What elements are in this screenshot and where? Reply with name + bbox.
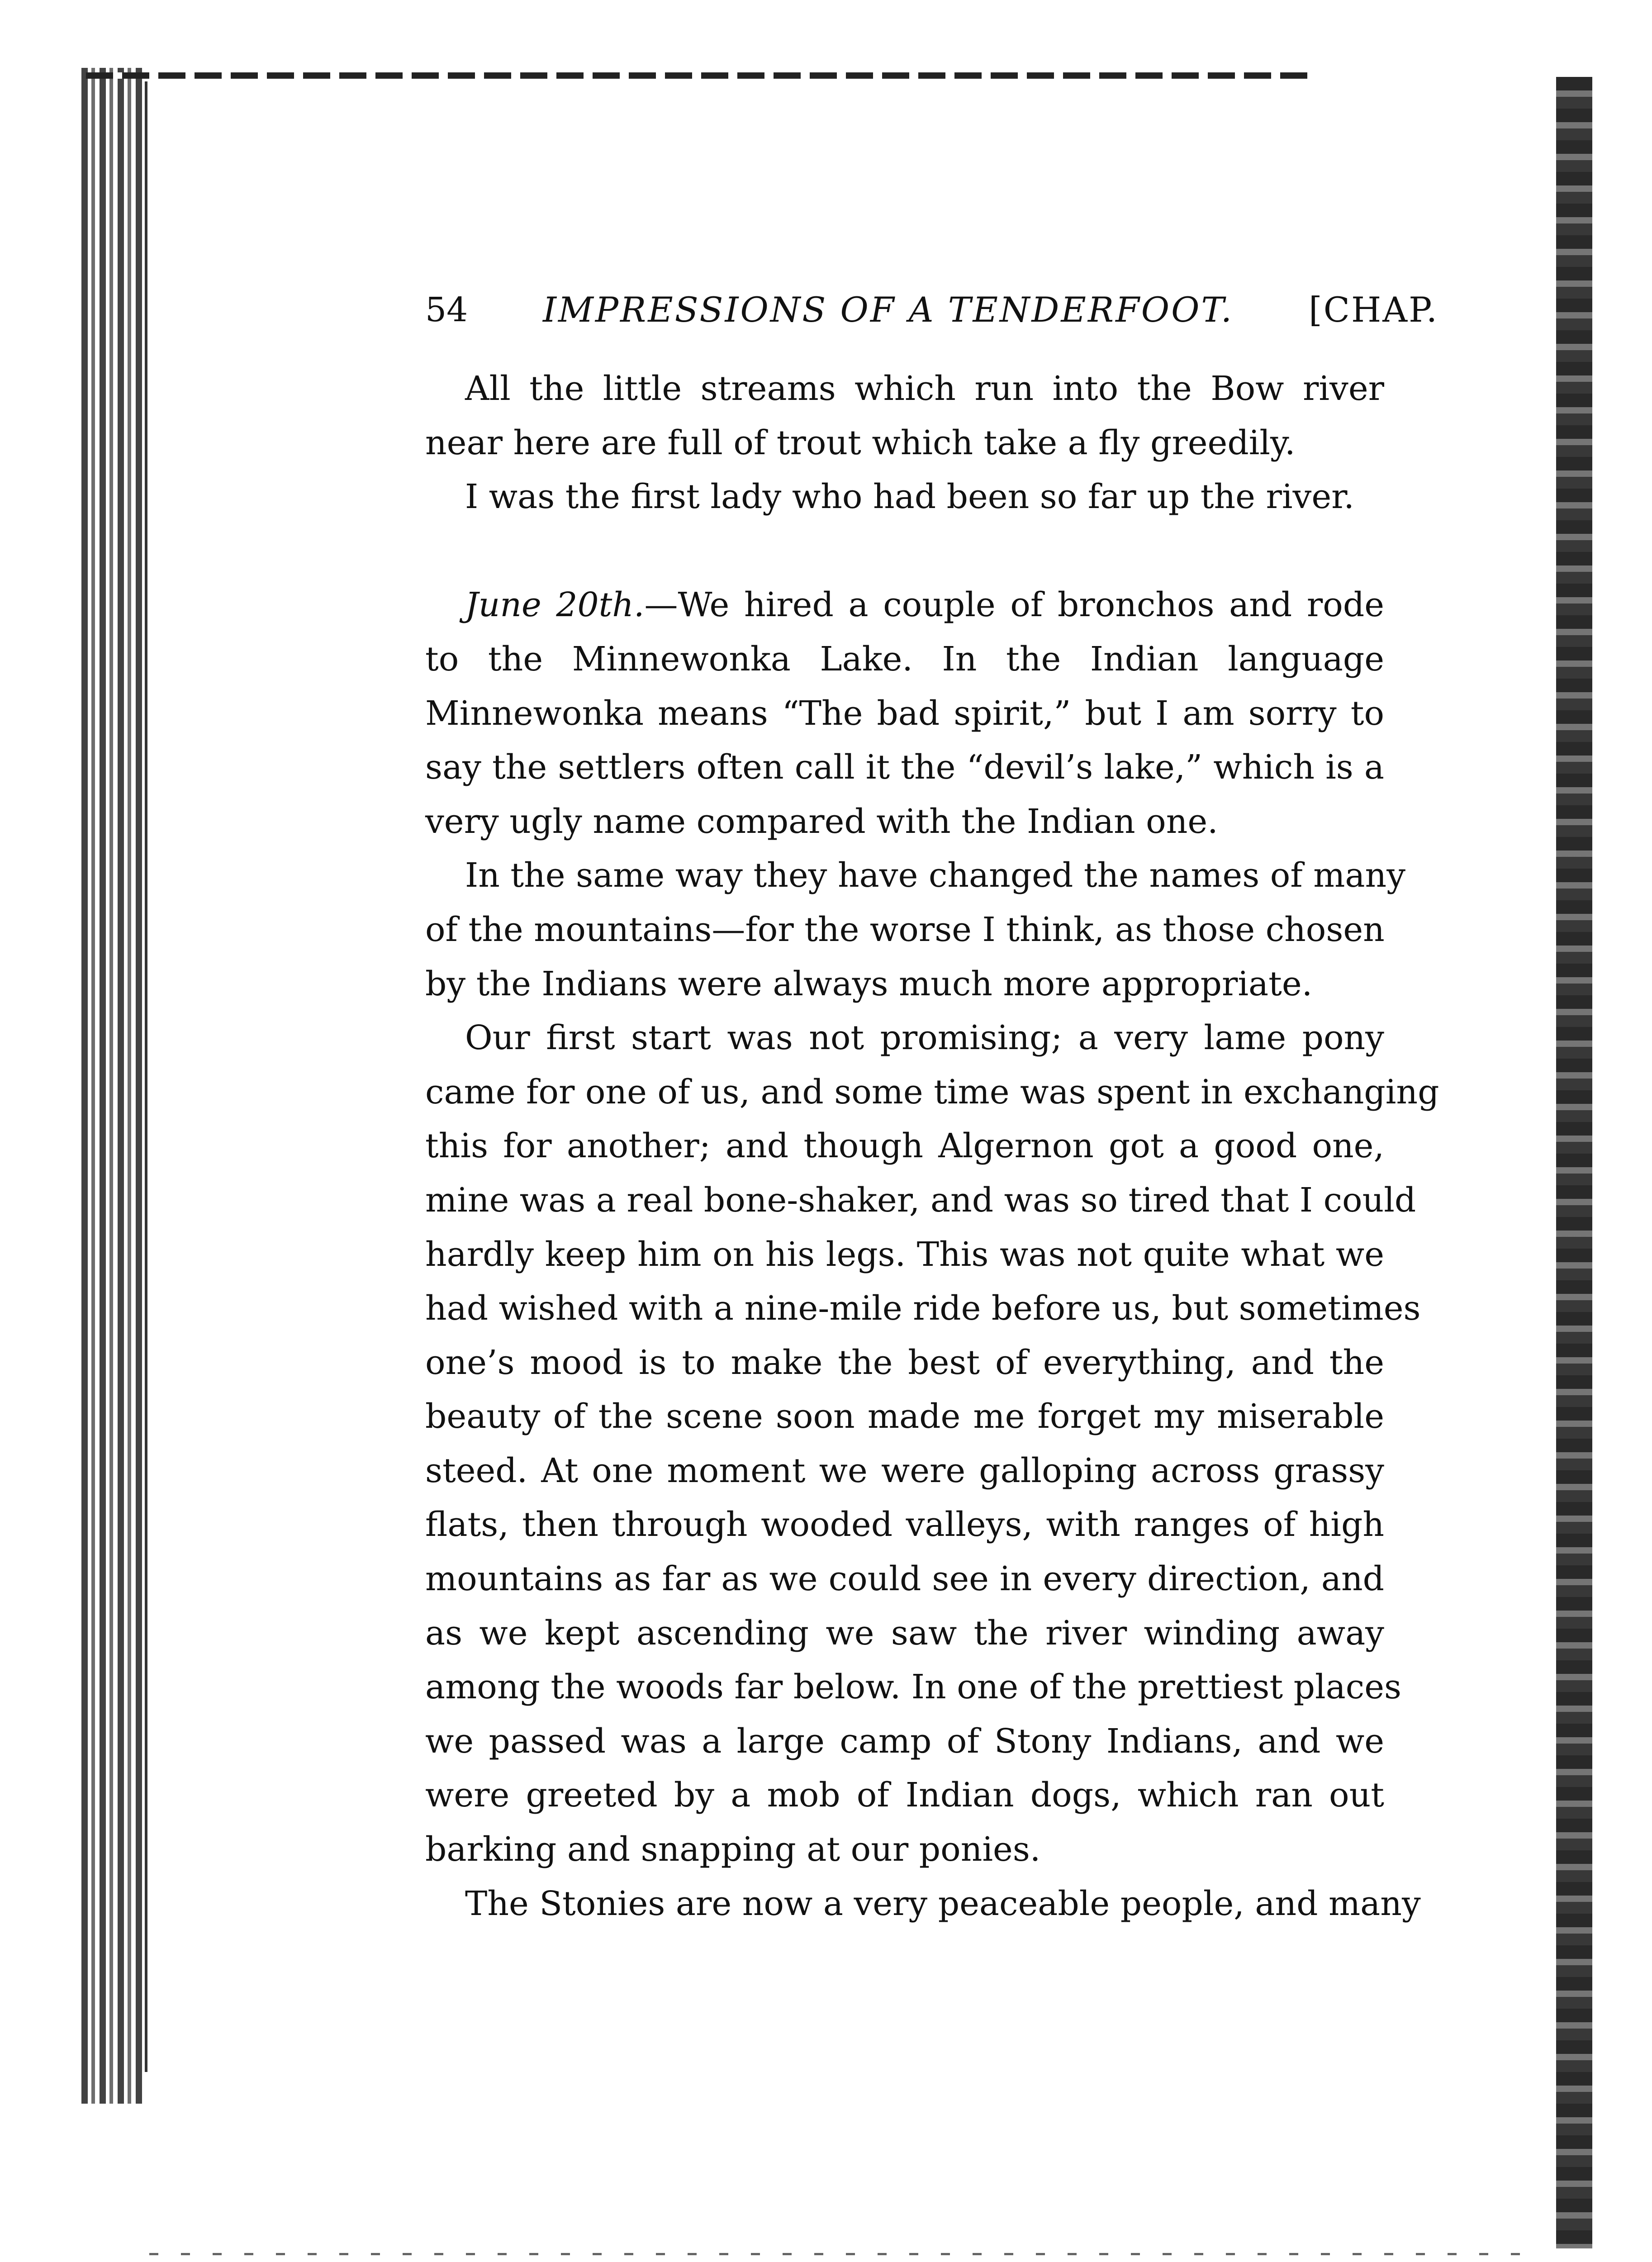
paragraph — [425, 578, 1384, 849]
top-scan-edge — [86, 72, 1307, 79]
paragraph — [425, 1011, 1439, 1877]
binding-edge-line — [145, 81, 166, 2072]
binding-shadow — [81, 68, 145, 2104]
text-fragment: —We hired a couple of bronchos and rode — [644, 585, 1384, 625]
text-line: were greeted by a mob of Indian dogs, which ran out — [425, 1776, 1384, 1815]
text-line: we passed was a large camp of Stony Indians, and we — [425, 1721, 1384, 1761]
paragraph — [425, 362, 1384, 470]
paragraph — [425, 1877, 1421, 1931]
text-line: very ugly name compared with the Indian one. — [425, 802, 1218, 841]
text-line: had wished with a nine-mile ride before us, but sometimes — [425, 1289, 1421, 1328]
text-line — [425, 578, 1384, 632]
text-line: Our first start was not promising; a very lame pony — [465, 1018, 1384, 1058]
text-line: near here are full of trout which take a fly greedily. — [425, 423, 1296, 462]
paragraph — [425, 849, 1406, 1011]
text-line: barking and snapping at our ponies. — [425, 1830, 1041, 1869]
running-header — [425, 290, 1438, 330]
text-line: one’s mood is to make the best of everything, and the — [425, 1343, 1384, 1382]
text-line: hardly keep him on his legs. This was not quite what we — [425, 1235, 1384, 1274]
text-line: came for one of us, and some time was spent in exchanging — [425, 1072, 1439, 1112]
text-line: mountains as far as we could see in every direction, and — [425, 1559, 1384, 1599]
text-line: In the same way they have changed the names of many — [465, 856, 1406, 895]
entry-date: June 20th. — [465, 585, 645, 625]
text-line: All the little streams which run into the Bow river — [465, 369, 1384, 408]
running-title: IMPRESSIONS OF A TENDERFOOT. — [543, 290, 1234, 330]
text-line: I was the first lady who had been so far up the river. — [465, 477, 1354, 517]
text-line: say the settlers often call it the “devil’s lake,” which is a — [425, 748, 1384, 787]
page-number: 54 — [425, 290, 468, 329]
text-line: of the mountains—for the worse I think, as those chosen — [425, 910, 1385, 949]
text-line: among the woods far below. In one of the prettiest places — [425, 1668, 1401, 1707]
text-line: Minnewonka means “The bad spirit,” but I am sorry to — [425, 694, 1384, 733]
text-line: as we kept ascending we saw the river winding away — [425, 1613, 1384, 1653]
text-line: flats, then through wooded valleys, with ranges of high — [425, 1505, 1384, 1544]
bottom-scan-edge — [149, 2253, 1529, 2255]
text-line: this for another; and though Algernon got a good one, — [425, 1126, 1384, 1166]
paragraph — [425, 470, 1384, 524]
body-text — [425, 362, 1439, 1931]
text-line: mine was a real bone-shaker, and was so tired that I could — [425, 1180, 1416, 1220]
text-line: The Stonies are now a very peaceable people, and many — [465, 1884, 1421, 1923]
text-line: beauty of the scene soon made me forget my miserable — [425, 1397, 1384, 1436]
chapter-reference: [CHAP. — [1309, 290, 1438, 330]
text-line: to the Minnewonka Lake. In the Indian language — [425, 639, 1384, 679]
right-page-edge — [1556, 77, 1592, 2248]
text-line: steed. At one moment we were galloping across grassy — [425, 1451, 1384, 1490]
section-gap — [425, 524, 1384, 579]
text-line: by the Indians were always much more appropriate. — [425, 964, 1313, 1003]
